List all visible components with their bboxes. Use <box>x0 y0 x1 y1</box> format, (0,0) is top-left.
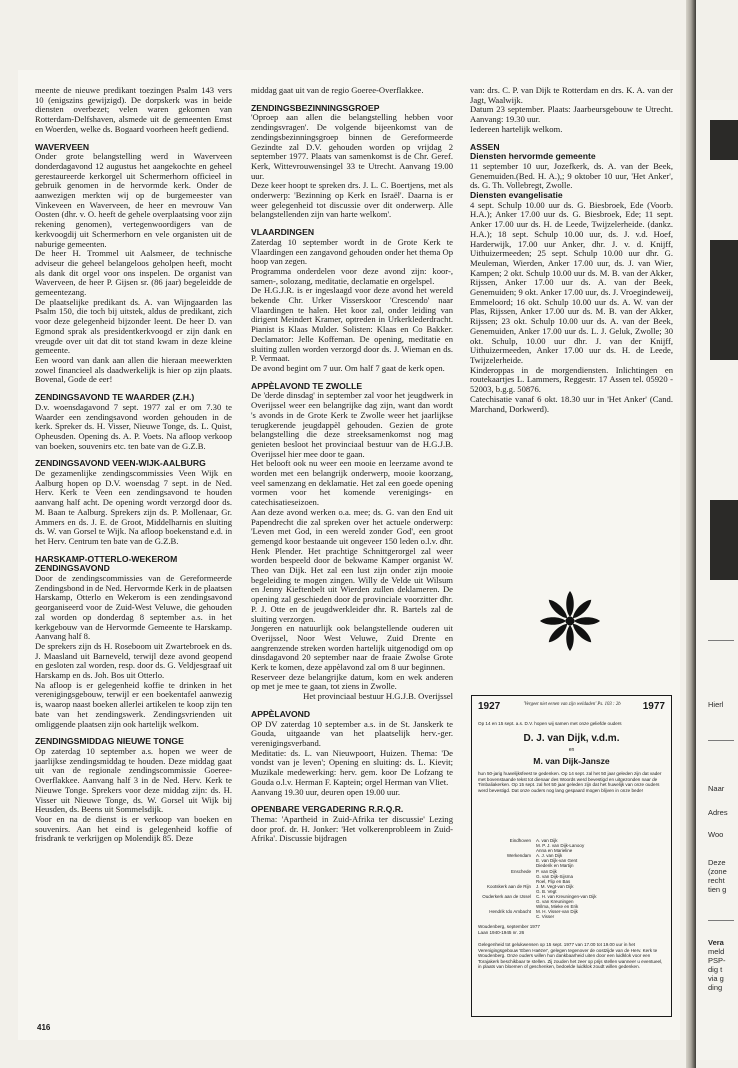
family-names: M. H. Visser-van Dijk <box>536 909 578 915</box>
paragraph: D.v. woensdagavond 7 sept. 1977 zal er om 7.30 te Waarder een zendingsavond worden gehouden in de kerk. Spreker ds. H. Visser, Nieuwe Tonge, ds. L. Quist, Opheusden. Opening ds. A. P. Voets. Na afloop verkoop van boeken, souvenirs etc. ten bate van de G.Z.B. <box>35 401 232 451</box>
family-names: A. J. van Dijk <box>536 853 563 859</box>
notice-year-left: 1927 <box>478 701 501 712</box>
family-names: G. van Kreuningen <box>536 899 574 905</box>
family-place: Enschede <box>510 868 531 874</box>
family-row <box>478 914 666 919</box>
paragraph: Door de zendingscommissies van de Gereformeerde Zendingsbond in de Ned. Hervormde Kerk in de plaatsen Harskamp, Otterlo en Wekerom is een zendingsavond georganiseerd voor de Zuid-West Veluwe, die gehouden zal worden op donderdag 8 september a.s. in het kerkgebouw van de Hervormde Gemeente te Harskamp. Aanvang half 8. <box>35 573 232 642</box>
family-names: Wilma, Mieke en Erik <box>536 904 579 910</box>
paragraph: meente de nieuwe predikant toezingen Psalm 143 vers 10 (enigszins gewijzigd). De dorpskerk was in beide diensten overbezet; velen waren gekomen van Rotterdam-Delfshaven, alsmede uit de gemeenten Emst en Woerden, welke ds. Bogaard voorheen heeft gediend. <box>35 85 232 134</box>
family-names: Roel, Flip en Bas <box>536 878 571 884</box>
paragraph: 4 sept. Schulp 10.00 uur ds. G. Biesbroek, Ede (Voorb. H.A.); Anker 17.00 uur ds. G. Biesbroek, Ede; 11 sept. Anker 17.00 uur ds. H. de Leede, Twijzelerheide. (dankz. H.A.); 18 sept. Schulp 10.00 uur, ds. J. v.d. Hoef, Harderwijk, 17.00 uur Anker, dhr. J. v. d. Knijff, Uithuizermeeden; 25 sept. Schulp 10.00 uur dhr. G. Meuleman, Wierden, Anker 17.00 uur, ds. J. van Wier, Kampen; 2 okt. Schulp 10.00 uur ds. M. B. van der Akker, Rijssen, Anker 17.00 uur ds. A. van der Beek, Genemuiden; 9 okt. Anker 17.00 uur, ds. J. Vroegindeweij, Emmeloord; 16 okt. Schulp 10.00 uur ds. A. W. van der Plas, Rijssen, Anker 17.00 uur ds. M. B. van der Akker, Rijssen; 23 okt. Schulp 10.00 uur ds. A. van der Beek, Genemuiden, Anker 17.00 uur ds. L. J. Geluk, Zwolle; 30 okt. Schulp, 10.00 uur dhr. J. van der Knijff, Uithuizermeeden, Anker 17.00 uur ds. H. de Leede, Twijzelerheide. <box>470 199 673 365</box>
paragraph: Na afloop is er gelegenheid koffie te drinken in het verenigingsgebouw, terwijl er een boekentafel aanwezig is, waarop naast boeken allerlei artikelen te koop zijn ten bate van het zendingswerk. Zendingsvrienden uit omliggende plaatsen zijn ook hartelijk welkom. <box>35 679 232 729</box>
section-heading: ZENDINGSMIDDAG NIEUWE TONGE <box>35 736 184 747</box>
paragraph: OP DV zaterdag 10 september a.s. in de St. Janskerk te Gouda, uitgaande van het plaatselijk herv.-ger. verenigingsverband. <box>251 718 453 748</box>
family-names: G. B. Vegt <box>536 888 557 894</box>
paragraph: Catechisatie vanaf 6 okt. 18.30 uur in 'Het Anker' (Cand. Marchand, Dorkwerd). <box>470 393 673 414</box>
paragraph: Reserveer deze belangrijke datum, kom en wek anderen op met je mee te gaan, tot ziens in Zwolle. <box>251 671 453 692</box>
family-names: P. van Dijk <box>536 868 557 874</box>
page-number: 416 <box>37 1023 51 1032</box>
paragraph: Thema: 'Apartheid in Zuid-Afrika ter discussie' Lezing door prof. dr. H. Jonker: 'Het volkerenprobleem in Zuid-Afrika'. Discussie bijdragen <box>251 813 453 844</box>
paragraph: Voor en na de dienst is er verkoop van boeken en souvenirs. Aan het eind is gelegenheid koffie of frisdrank te verkrijgen op Molendijk 85. Deze <box>35 813 232 844</box>
family-place: Kootskerk aan de Rijn <box>486 883 531 889</box>
notice-body: hun 50-jarig huwelijksfeest te gedenken. Op 14 sept. zal het 50 jaar geleden zijn dat vader met bovenstaande tekst tot dienaar des Woords werd bevestigd en uitgezonden naar de Timbaliakerken. Op 15 sept. zal het 50 jaar geleden zijn dat het huwelijk van onze ouders werd bevestigd. Dat onze ouders nog lang gespaard mogen blijven in onze bede! <box>478 771 662 793</box>
asterisk-ornament-icon <box>537 588 603 654</box>
family-names: Diederik en Martijn <box>536 863 574 869</box>
paragraph: De 'derde dinsdag' in september zal voor het jeugdwerk in Overijssel weer een belangrijke dag zijn, want dan wordt 's avonds in de Grote Kerk te Zwolle weer het jaarlijkse terugkerende jeugdappèl gehouden. Gezien de grote belangstelling die deze streeksamenkomst nog mag genieten besloot het provinciaal bestuur van de H.G.J.B. Overijssel hier mee door te gaan. <box>251 390 453 459</box>
section-heading: WAVERVEEN <box>35 141 90 152</box>
family-place: Eindhoven <box>509 838 531 843</box>
notice-name-husband: D. J. van Dijk, v.d.m. <box>523 733 620 744</box>
family-names: M. P. J. van Dijk-Lanooy <box>536 843 585 849</box>
adjacent-page-rule <box>708 640 734 641</box>
family-names: J. M. Vegt-van Dijk <box>536 883 574 889</box>
notice-reception: Gelegenheid tot gelukwensen op 15 sept. 1977 van 17.00 tot 19.00 uur in het Verenigingsgebouw 'Eben Haëzer', gelegen tegenover de oostzijde van de Herv. Kerk te Woudenberg. Onze ouders willen hun dankbaarheid uiten door een luidklok voor een Torajakerk beschikbaar te stellen. Zij zouden het zeer op prijs stellen wanneer u eventueel, in plaats van bloemen of geschenken, bedoelde luidklok zoudt willen gedenken. <box>478 942 663 970</box>
paragraph: Op zaterdag 10 september a.s. hopen we weer de jaarlijkse zendingsmiddag te houden. Deze middag gaat uit van de regionale zendingscommissie Goeree-Overflakkee. Aanvang half 3 in de Ned. Herv. Kerk te Nieuwe Tonge. Sprekers voor deze middag zijn: ds. H. Visser uit Nieuwe Tonge, ds. W. Gorsel uit Wijk bij Heusden, ds. Beens uit Sommelsdijk. <box>35 746 232 815</box>
section-heading: ZENDINGSAVOND TE WAARDER (Z.H.) <box>35 392 195 403</box>
adjacent-page-block <box>710 240 738 360</box>
adjacent-page-block <box>710 120 738 160</box>
family-place: Hendrik Ido Ambacht <box>489 909 531 915</box>
family-place: Ouderkerk aan de IJssel <box>482 894 531 900</box>
adjacent-page-text: tien g <box>708 885 727 894</box>
paragraph: De avond begint om 7 uur. Om half 7 gaat de kerk open. <box>251 362 445 373</box>
section-heading: APPÈLAVOND <box>251 708 311 719</box>
subheading: Diensten evangelisatie <box>470 190 563 201</box>
paragraph: Aan deze avond werken o.a. mee; ds. G. van den End uit Papendrecht die zal spreken over het actuele onderwerp: 'Leven met God, in een wereld zonder God', een groot gemengd koor bestaande uit ongeveer 150 leden o.l.v. dhr. Henk Plender. Het prachtige Schnittgerorgel zal weer worden bespeeld door de bekwame Kamper organist W. Theo van Dijk. Het zal een lust zijn onder zijn mooie begeleiding te mogen zingen. Willy de Velde uit Wilsum en Jenny Kieftenbelt uit Wierden zullen deklameren. De opening zal geschieden door de provinciale voorzitter dhr. P. J. Otte en de jeugdwerkleider dhr. R. Bartels zal de sluiting verzorgen. <box>251 506 453 624</box>
adjacent-page-rule <box>708 920 734 921</box>
section-heading: OPENBARE VERGADERING R.R.Q.R. <box>251 804 404 815</box>
notice-address: Laan 1940-1945 nr. 26 <box>478 930 525 935</box>
adjacent-page-text: Adres <box>708 808 728 817</box>
family-names: Anna en Marieline <box>536 848 573 854</box>
adjacent-page-edge <box>696 100 738 1060</box>
notice-intro: Op 14 en 15 sept. a.s. D.V. hopen wij samen met onze geliefde ouders <box>478 721 622 726</box>
adjacent-page-text: Hierl <box>708 700 724 709</box>
paragraph: De plaatselijke predikant ds. A. van Wijngaarden las Psalm 150, die toch bij uitstek, aldus de predikant, zich voor deze gelegenheid bijzonder leent. De heer D. van Egmond sprak als presidentkerkvoogd er zijn dank en vreugde over uit dat dit tot stand kwam in deze kleine gemeente. <box>35 296 232 356</box>
family-names: G. van Dijk-Sijsma <box>536 873 574 879</box>
section-heading: ZENDINGSAVOND VEEN-WIJK-AALBURG <box>35 458 206 469</box>
family-names: A. van Dijk <box>536 838 558 843</box>
adjacent-page-text: recht <box>708 876 725 885</box>
notice-family-list <box>478 838 666 920</box>
text-column-left <box>35 86 232 844</box>
paragraph: Programma onderdelen voor deze avond zijn: koor-, samen-, solozang, meditatie, declamatie en orgelspel. <box>251 265 453 286</box>
adjacent-page-text: Vera <box>708 938 724 947</box>
paragraph: Deze keer hoopt te spreken drs. J. L. C. Boertjens, met als onderwerp: 'Bezinning op Kerk en Israël'. Daarna is er weer gelegenheid tot discussie over dit onderwerp. Alle belangstellenden zijn van harte welkom'. <box>251 180 453 220</box>
adjacent-page-text: ding <box>708 983 723 992</box>
adjacent-page-text: Naar <box>708 784 725 793</box>
paragraph: Onder grote belangstelling werd in Waverveen donderdagavond 12 augustus het aangekochte en geheel gerestaureerde kerkorgel uit Schermerhorn officieel in gebruik genomen in de hervormde kerk. Onder de aanwezigen merkten wij op de burgemeester van Vinkeveen en Waverveen, de heer en mevrouw Van Oosten (dhr. v. O. heeft de gehele overplaatsing voor zijn rekening genomen), vertegenwoordigers van de kerkvoogdij uit Schermerhorn en vele organisten uit de naburige gemeenten. <box>35 151 232 249</box>
paragraph: Datum 23 september. Plaats: Jaarbeursgebouw te Utrecht. Aanvang: 19.30 uur. <box>470 104 673 125</box>
text-column-right <box>470 86 673 414</box>
adjacent-page-block <box>710 500 738 580</box>
paragraph: De H.G.J.R. is er ingeslaagd voor deze avond het wereld bekende Chr. Urker Visserskoor 'Crescendo' naar Vlaardingen te halen. Het koor zal, onder leiding van dirigent Meindert Kramer, optreden in Urkerklederdracht. Pianist is Klaas Mulder. Solisten: Klaas en Co Bakker. Declamator: Jelle Koffeman. De opening, meditatie en sluiting zullen worden verzorgd door ds. J. Wieman en ds. P. Vermaat. <box>251 285 453 364</box>
text-column-middle <box>251 86 453 844</box>
family-names: E. van Dijk-van Gent <box>536 858 578 864</box>
adjacent-page-text: Deze <box>708 858 726 867</box>
adjacent-page-text: meld <box>708 947 725 956</box>
family-names: C. H. van Kreuningen-van Dijk <box>536 894 597 900</box>
section-heading: ASSEN <box>470 141 500 152</box>
paragraph: Het provinciaal bestuur H.G.J.B. Overijssel <box>303 691 453 702</box>
notice-date: Woudenberg, september 1977 <box>478 924 540 929</box>
paragraph: Jongeren en natuurlijk ook belangstellende ouderen uit Overijssel, Noor West Veluwe, Zuid Drente en aangrenzende streken worden hartelijk uitgenodigd om op dinsdagavond 20 september naar de fraaie Zwolse Grote Kerk te komen, deze appèlavond zal om 8 uur beginnen. <box>251 623 453 673</box>
book-gutter <box>686 0 696 1068</box>
paragraph: Iedereen hartelijk welkom. <box>470 123 563 134</box>
notice-and: en <box>568 747 575 753</box>
family-names: C. Visser <box>536 914 555 920</box>
adjacent-page-text: PSP- <box>708 956 726 965</box>
anniversary-announcement <box>471 695 672 1017</box>
notice-quote: 'Vergeet niet eenen van zijn weldaden' Ps. 103 : 2b <box>523 702 621 707</box>
paragraph: Een woord van dank aan allen die hieraan meewerkten zowel financieel als daadwerkelijk is hier op zijn plaats. Bovenal, Gode de eer! <box>35 354 232 385</box>
subheading: Diensten hervormde gemeente <box>470 151 596 162</box>
section-heading: APPÈLAVOND TE ZWOLLE <box>251 380 363 391</box>
paragraph: Zaterdag 10 september wordt in de Grote Kerk te Vlaardingen een zangavond gehouden onder het thema Op hoop van zegen. <box>251 236 453 267</box>
paragraph: De gezamenlijke zendingscommissies Veen Wijk en Aalburg hopen op D.V. woensdag 7 sept. in de Ned. Herv. Kerk te Veen een zendingsavond te houden aanvang half acht. De opening wordt verzorgd door ds. M. Baan te Aalburg. Sprekers zijn ds. P. Mollenaar, Gr. Ammers en ds. J. E. de Groot, Middelharnis en sluiting ds. W. van Gorsel te Wijk. Na afloop boekenstand e.d. in het Herv. Centrum ten bate van de G.Z.B. <box>35 468 232 546</box>
adjacent-page-text: via g <box>708 974 724 983</box>
adjacent-page-text: Woo <box>708 830 724 839</box>
adjacent-page-text: dig t <box>708 965 723 974</box>
section-heading: HARSKAMP-OTTERLO-WEKEROM ZENDINGSAVOND <box>35 553 178 574</box>
paragraph: Meditatie: ds. L. van Nieuwpoort, Huizen. Thema: 'De vondst van je leven'; Opening en sluiting: ds. L. Kievit; Muzikale medewerking: herv. gem. koor De Lofzang te Gouda o.l.v. Herman F. Kaptein; orgel Herman van Vliet. <box>251 747 453 787</box>
family-place <box>478 914 536 919</box>
adjacent-page-text: (zone <box>708 867 727 876</box>
section-heading: ZENDINGSBEZINNINGSGROEP <box>251 102 380 113</box>
paragraph: De heer H. Trommel uit Aalsmeer, de technische adviseur die geheel belangeloos geholpen heeft, mocht als dank dit orgel voor ons inspelen. De organist van Waverveen, de heer P. Gijsen sr. (86 jaar) begeleidde de gemeentezang. <box>35 248 232 298</box>
paragraph: middag gaat uit van de regio Goeree-Overflakkee. <box>251 85 424 95</box>
paragraph: De sprekers zijn ds H. Roseboom uit Zwartebroek en ds. J. Maasland uit Barneveld, terwijl deze avond geopend en gesloten zal worden, resp. door ds. G. Veldjesgraaf uit Harskamp en ds. Joh. Bos uit Otterlo. <box>35 640 232 681</box>
notice-name-wife: M. van Dijk-Jansze <box>533 756 610 766</box>
paragraph: van: drs. C. P. van Dijk te Rotterdam en drs. K. A. van der Jagt, Waalwijk. <box>470 85 673 105</box>
notice-year-right: 1977 <box>642 701 665 712</box>
adjacent-page-rule <box>708 740 734 741</box>
paragraph: Aanvang 19.30 uur, deuren open 19.00 uur. <box>251 786 401 797</box>
section-heading: VLAARDINGEN <box>251 227 315 238</box>
paragraph: Kinderoppas in de morgendiensten. Inlichtingen en routekaartjes L. Lammers, Reggestr. 17 Assen tel. 05920 - 52003, b.g.g. 50876. <box>470 364 673 395</box>
paragraph: 'Oproep aan allen die belangstelling hebben voor zendingsvragen'. De volgende bijeenkomst van de zendingsbezinningsgroep binnen de Gereformeerde Gezindte zal D.V. gehouden worden op vrijdag 2 september 1977. Plaats van samenkomst is de Chr. Geref. Kerk, Wittevrouwensingel 33 te Utrecht. Aanvang 19.00 uur. <box>251 112 453 181</box>
family-place: Werkendam <box>506 853 531 859</box>
paragraph: Het belooft ook nu weer een mooie en leerzame avond te worden met een belangrijk onderwerp, mooie koorzang, veel samenzang en deklamatie. Het zal een goede opening vormen voor het komende verenigings- en catechisatieseizoen. <box>251 458 453 508</box>
paragraph: 11 september 10 uur, Jozefkerk, ds. A. van der Beek, Genemuiden.(Bed. H. A.),; 9 oktober 10 uur, 'Het Anker', ds. G. Th. Vollebregt, Zwolle. <box>470 160 673 191</box>
